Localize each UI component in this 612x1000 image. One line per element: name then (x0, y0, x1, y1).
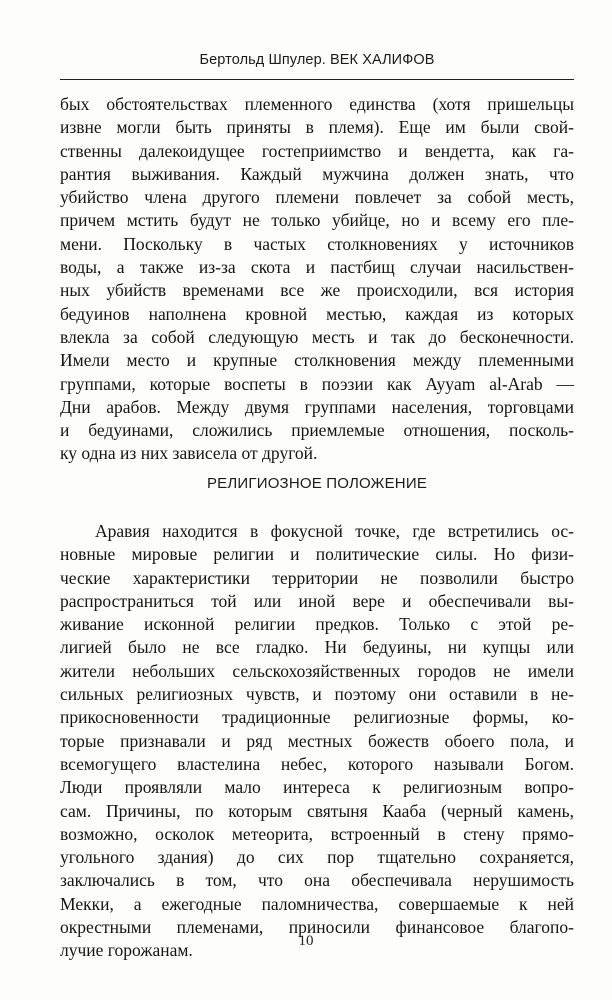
text-line: ку одна из них зависела от другой. (60, 443, 318, 464)
text-line: Имели место и крупные столкновения между племенными (60, 350, 574, 371)
text-line: извне могли быть приняты в племя). Еще им были свой- (60, 117, 574, 138)
text-line: возможно, осколок метеорита, встроенный в стену прямо- (60, 823, 574, 844)
text-line: группами, которые воспеты в поэзии как Ayyam al-Arab — (60, 373, 574, 394)
text-line: Люди проявляли мало интереса к религиозным вопро- (60, 777, 574, 798)
text-line: живание исконной религии предков. Только с этой ре- (60, 614, 574, 635)
text-line: ственны далекоидущее гостеприимство и вендетта, как га- (60, 140, 574, 161)
text-line: прикосновенности традиционные религиозные формы, ко- (60, 707, 574, 728)
section-heading: РЕЛИГИОЗНОЕ ПОЛОЖЕНИЕ (206, 475, 428, 492)
text-line: бых обстоятельствах племенного единства (хотя пришельцы (60, 94, 574, 114)
text-line: окрестными племенами, приносили финансовое благопо- (60, 917, 574, 938)
text-line: жители небольших сельскохозяйственных городов не имели (60, 660, 574, 681)
text-line: ных убийств временами все же происходили, вся история (60, 280, 574, 301)
text-line: воды, а также из-за скота и пастбищ случаи насильствен- (60, 257, 574, 278)
text-line: Мекки, а ежегодные паломничества, совершаемые к ней (60, 893, 574, 914)
text-line: лигией было не все гладко. Ни бедуины, ни купцы или (60, 637, 574, 658)
paragraph-tribal-customs (60, 93, 574, 466)
text-line: распространиться той или иной вере и обеспечивали вы- (60, 590, 574, 611)
text-line: сильных религиозных чувств, и поэтому они оставили в не- (60, 684, 574, 705)
text-line: убийство члена другого племени повлечет за собой месть, (60, 187, 574, 208)
text-line: всемогущего властелина небес, которого называли Богом. (60, 753, 574, 774)
text-line: торые признавали и ряд местных божеств обоего пола, и (60, 730, 574, 751)
text-line: угольного здания) до сих пор тщательно сохраняется, (60, 847, 574, 868)
text-line: рантия выживания. Каждый мужчина должен знать, что (60, 163, 574, 184)
text-line: ческие характеристики территории не позволили быстро (60, 567, 574, 588)
page-number: 10 (298, 933, 314, 949)
text-line: причем мстить будут не только убийце, но и всему его пле- (60, 210, 574, 231)
text-line: заключались в том, что она обеспечивала нерушимость (60, 870, 574, 891)
text-line: лучие горожанам. (60, 940, 193, 961)
header-rule (60, 79, 574, 80)
text-line: сам. Причины, по которым святыня Кааба (черный камень, (60, 800, 574, 821)
text-line: влекла за собой следующую месть и так до бесконечности. (60, 326, 574, 347)
paragraph-religious-situation (60, 520, 574, 963)
text-line: бедуинов наполнена кровной местью, каждая из которых (60, 303, 574, 324)
text-line: новные мировые религии и политические силы. Но физи- (60, 544, 574, 565)
text-line: и бедуинами, сложились приемлемые отношения, посколь- (60, 420, 574, 441)
text-line: мени. Поскольку в частых столкновениях у источников (60, 233, 574, 254)
text-line: Дни арабов. Между двумя группами населения, торговцами (60, 396, 574, 417)
text-line: Аравия находится в фокусной точке, где встретились ос- (95, 521, 574, 541)
running-header: Бертольд Шпулер. ВЕК ХАЛИФОВ (199, 52, 435, 68)
